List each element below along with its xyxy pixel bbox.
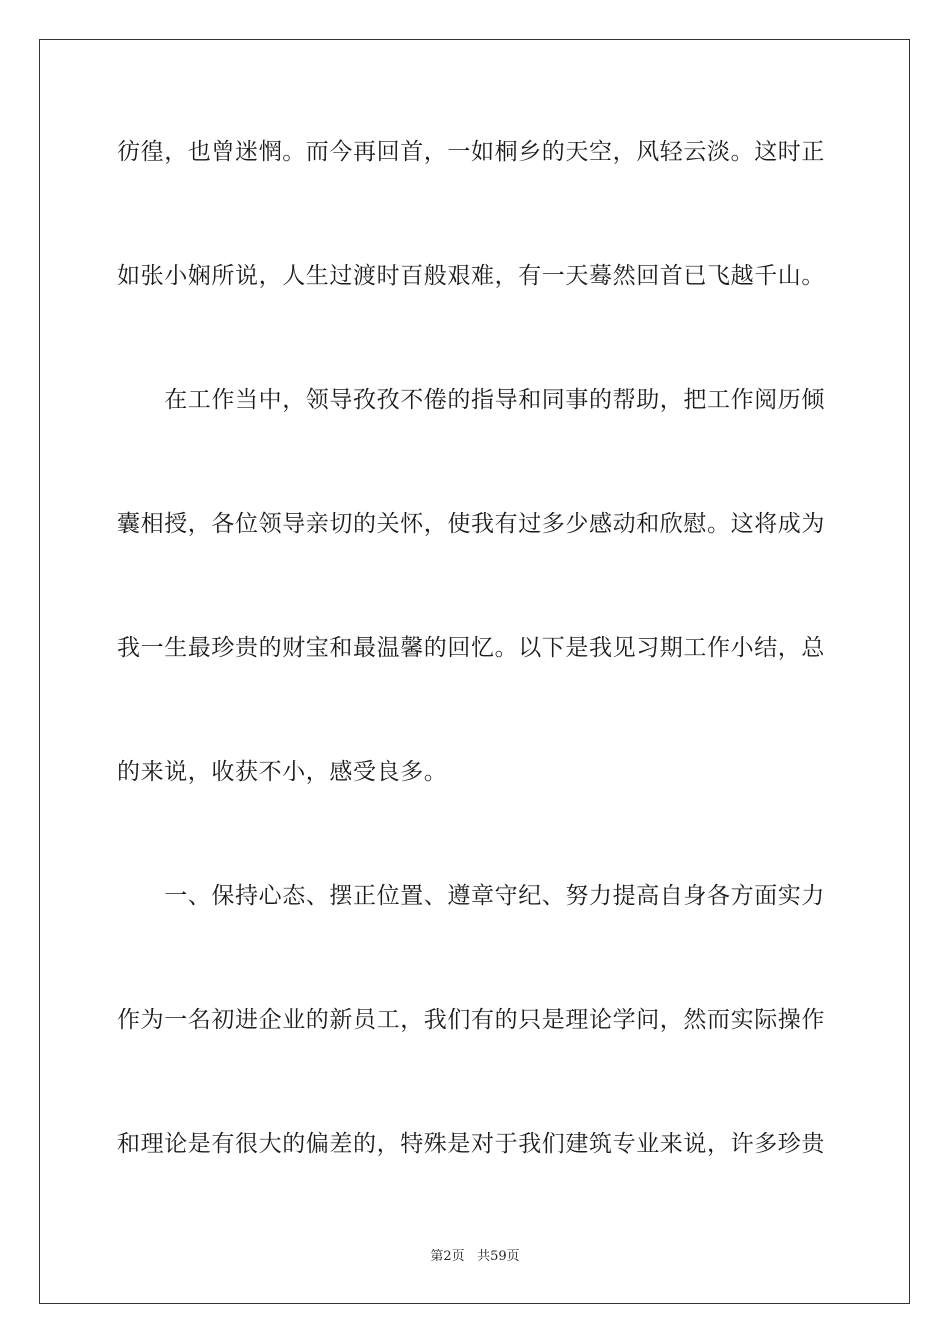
page-number: 第2页 xyxy=(430,1249,465,1264)
text-line: 如张小娴所说，人生过渡时百般艰难，有一天蓦然回首已飞越千山。 xyxy=(117,263,825,289)
text-line: 和理论是有很大的偏差的，特殊是对于我们建筑专业来说，许多珍贵 xyxy=(117,1131,825,1157)
page-footer xyxy=(0,1248,950,1266)
text-line: 囊相授，各位领导亲切的关怀，使我有过多少感动和欣慰。这将成为 xyxy=(117,511,825,537)
text-line: 在工作当中，领导孜孜不倦的指导和同事的帮助，把工作阅历倾 xyxy=(117,387,825,413)
text-line: 一、保持心态、摆正位置、遵章守纪、努力提高自身各方面实力 xyxy=(117,883,825,909)
text-line: 作为一名初进企业的新员工，我们有的只是理论学问，然而实际操作 xyxy=(117,1007,825,1033)
text-line: 的来说，收获不小，感受良多。 xyxy=(117,759,448,785)
text-line: 我一生最珍贵的财宝和最温馨的回忆。以下是我见习期工作小结，总 xyxy=(117,635,825,661)
text-line: 彷徨，也曾迷惘。而今再回首，一如桐乡的天空，风轻云淡。这时正 xyxy=(117,139,825,165)
page-total: 共59页 xyxy=(477,1249,520,1264)
page-border xyxy=(39,39,910,1304)
